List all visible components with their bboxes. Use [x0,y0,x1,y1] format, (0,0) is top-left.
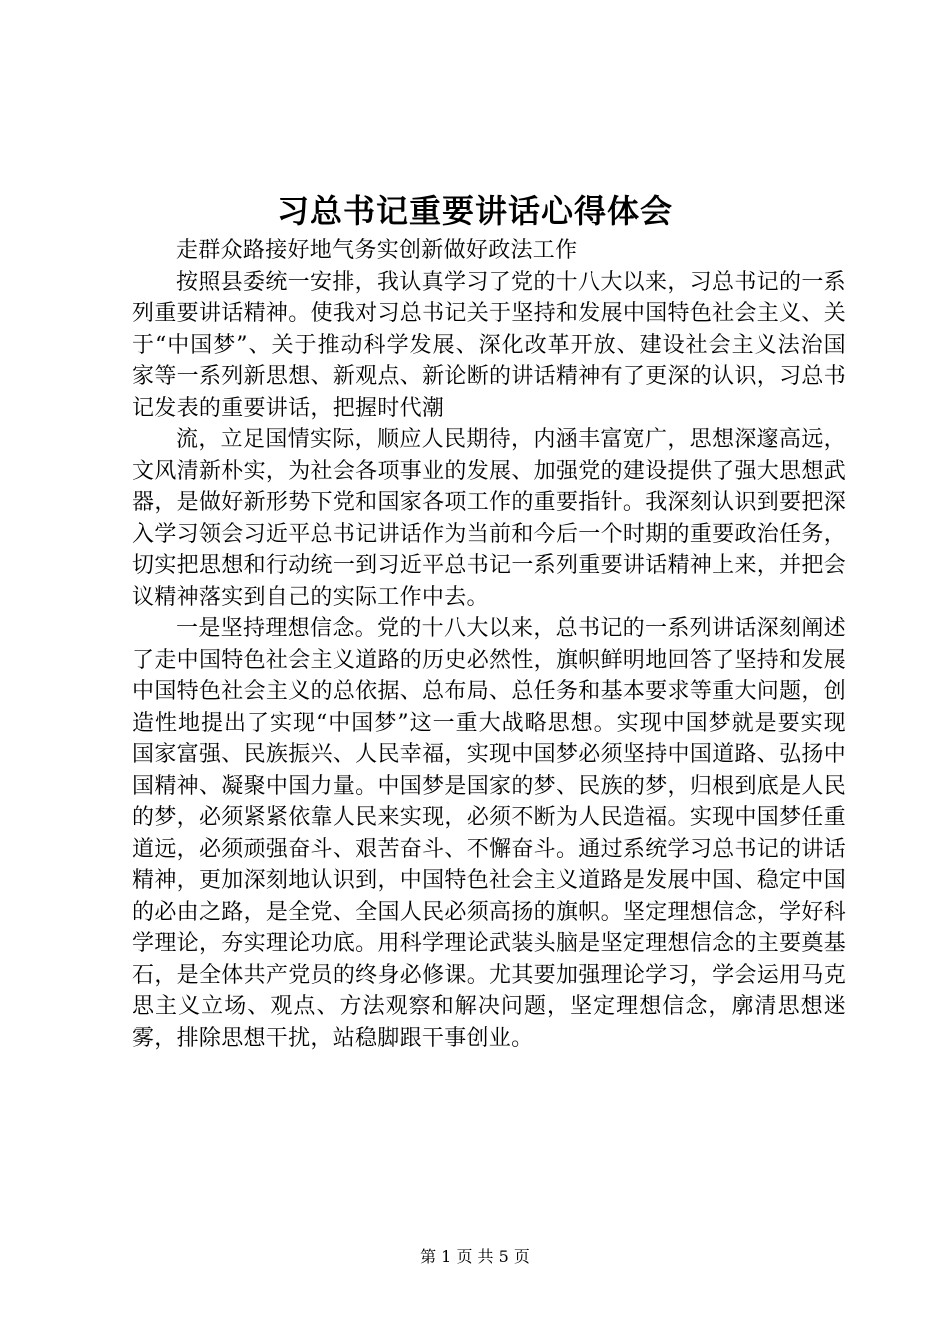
subtitle-paragraph: 走群众路接好地气务实创新做好政法工作 [176,238,578,263]
body-paragraph: 一是坚持理想信念。党的十八大以来，总书记的一系列讲话深刻阐述了走中国特色社会主义道路的历史必然性，旗帜鲜明地回答了坚持和发展中国特色社会主义的总依据、总布局、总任务和基本要求等重大问题，创造性地提出了实现“中国梦”这一重大战略思想。实现中国梦就是要实现国家富强、民族振兴、人民幸福，实现中国梦必须坚持中国道路、弘扬中国精神、凝聚中国力量。中国梦是国家的梦、民族的梦，归根到底是人民的梦，必须紧紧依靠人民来实现，必须不断为人民造福。实现中国梦任重道远，必须顽强奋斗、艰苦奋斗、不懈奋斗。通过系统学习总书记的讲话精神，更加深刻地认识到，中国特色社会主义道路是发展中国、稳定中国的必由之路，是全党、全国人民必须高扬的旗帜。坚定理想信念，学好科学理论，夯实理论功底。用科学理论武装头脑是坚定理想信念的主要奠基石，是全体共产党员的终身必修课。尤其要加强理论学习，学会运用马克思主义立场、观点、方法观察和解决问题，坚定理想信念，廓清思想迷雾，排除思想干扰，站稳脚跟干事创业。 [132,616,846,1051]
body-paragraph: 流，立足国情实际，顺应人民期待，内涵丰富宽广，思想深邃高远，文风清新朴实，为社会各项事业的发展、加强党的建设提供了强大思想武器，是做好新形势下党和国家各项工作的重要指针。我深刻认识到要把深入学习领会习近平总书记讲话作为当前和今后一个时期的重要政治任务，切实把思想和行动统一到习近平总书记一系列重要讲话精神上来，并把会议精神落实到自己的实际工作中去。 [132,427,846,610]
page-number-footer: 第 1 页 共 5 页 [420,1247,530,1266]
document-body [132,235,846,1054]
body-paragraph: 按照县委统一安排，我认真学习了党的十八大以来，习总书记的一系列重要讲话精神。使我对习总书记关于坚持和发展中国特色社会主义、关于“中国梦”、关于推动科学发展、深化改革开放、建设社会主义法治国家等一系列新思想、新观点、新论断的讲话精神有了更深的认识，习总书记发表的重要讲话，把握时代潮 [132,269,846,421]
document-title: 习总书记重要讲话心得体会 [276,192,673,230]
